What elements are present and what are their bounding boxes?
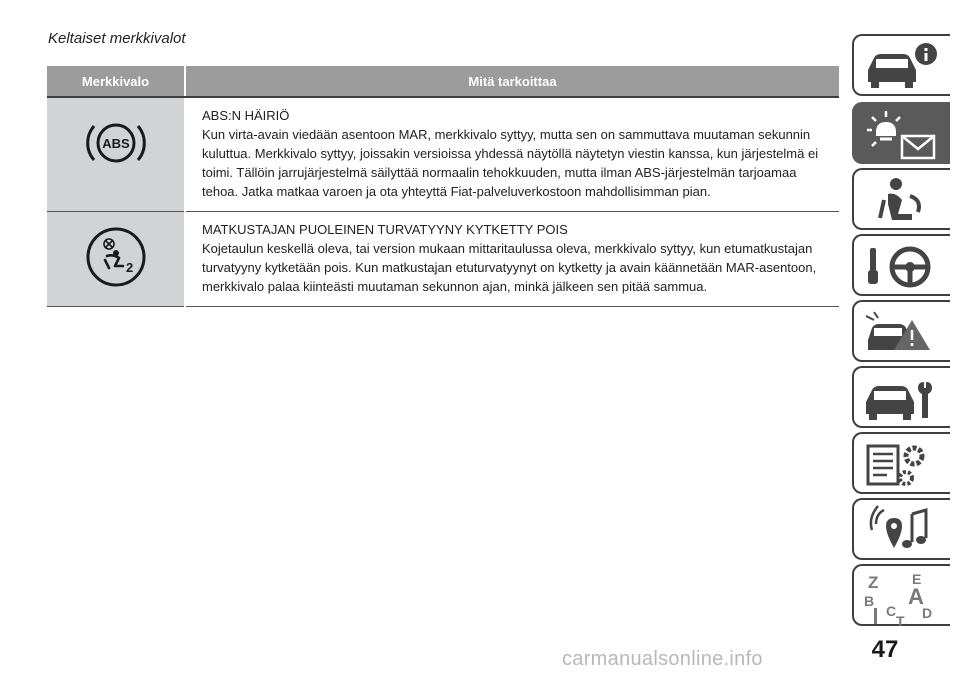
car-crash-warning-icon <box>862 306 942 360</box>
abs-icon-label: ABS <box>101 136 130 151</box>
index-letter: D <box>922 605 933 621</box>
car-wrench-icon <box>862 372 942 426</box>
symbol-cell <box>47 97 185 212</box>
passenger-airbag-off-icon <box>85 226 147 288</box>
warning-lights-message-icon <box>862 108 942 162</box>
key-steering-wheel-icon <box>862 240 942 294</box>
tab-car-info[interactable] <box>852 34 950 96</box>
tab-emergency[interactable] <box>852 300 950 362</box>
table-row <box>47 97 839 212</box>
index-letters-icon <box>862 570 942 626</box>
chapter-tabs <box>852 0 960 678</box>
abs-warning-icon <box>83 116 149 170</box>
warning-description: Kojetaulun keskellä oleva, tai version mukaan mittaritaulussa oleva, merkkivalo syttyy, kun etumatkustajan turvatyyny kytketään pois. Kun matkustajan etuturvatyynyt on kytketty ja avain käännetään MAR-asentoon, merkkivalo palaa kiinteästi muutaman sekunnon ajan, minkä jälkeen sen pitää sammua. <box>202 241 817 294</box>
index-letter: A <box>908 584 924 609</box>
car-info-icon <box>862 40 942 92</box>
symbol-cell <box>47 212 185 307</box>
description-cell <box>185 212 839 307</box>
tab-starting-driving[interactable] <box>852 234 950 296</box>
column-header-symbol: Merkkivalo <box>47 66 185 97</box>
section-title: Keltaiset merkkivalot <box>48 30 186 47</box>
warning-lights-table <box>47 66 839 307</box>
index-letter: E <box>912 571 922 587</box>
seat-airbag-icon <box>862 174 942 228</box>
tab-maintenance[interactable] <box>852 366 950 428</box>
warning-description: Kun virta-avain viedään asentoon MAR, merkkivalo syttyy, mutta sen on sammuttava muutaman sekunnin kuluttua. Merkkivalo syttyy, joissakin versioissa yhdessä näytöllä näytetyn viestin kanssa, kun järjestelmä ei toimi. Tällöin jarrujärjestelmä säilyttää normaalin tehokkuuden, mutta ilman ABS-järjestelmän tarjoamaa tehoa. Jatka matkaa varoen ja ota yhteyttä Fiat-palveluverkostoon mahdollisimman pian. <box>202 127 819 199</box>
page-number: 47 <box>871 636 899 663</box>
watermark: carmanualsonline.info <box>562 648 763 670</box>
tab-multimedia[interactable] <box>852 498 950 560</box>
tab-technical-data[interactable] <box>852 432 950 494</box>
index-letter: B <box>864 593 875 609</box>
tab-safety[interactable] <box>852 168 950 230</box>
specs-gear-icon <box>862 438 942 492</box>
description-cell <box>185 97 839 212</box>
table-header-row <box>47 66 839 97</box>
table-row <box>47 212 839 307</box>
warning-title: MATKUSTAJAN PUOLEINEN TURVATYYNY KYTKETTY POIS <box>202 222 568 237</box>
index-letter: C <box>886 603 897 619</box>
index-letter: T <box>896 613 905 626</box>
multimedia-icon <box>862 504 942 558</box>
tab-warning-lights[interactable] <box>852 102 950 164</box>
tab-index[interactable] <box>852 564 950 626</box>
airbag-icon-label: 2 <box>125 260 133 275</box>
index-letter: Z <box>868 573 879 592</box>
column-header-meaning: Mitä tarkoittaa <box>185 66 839 97</box>
warning-title: ABS:N HÄIRIÖ <box>202 108 290 123</box>
